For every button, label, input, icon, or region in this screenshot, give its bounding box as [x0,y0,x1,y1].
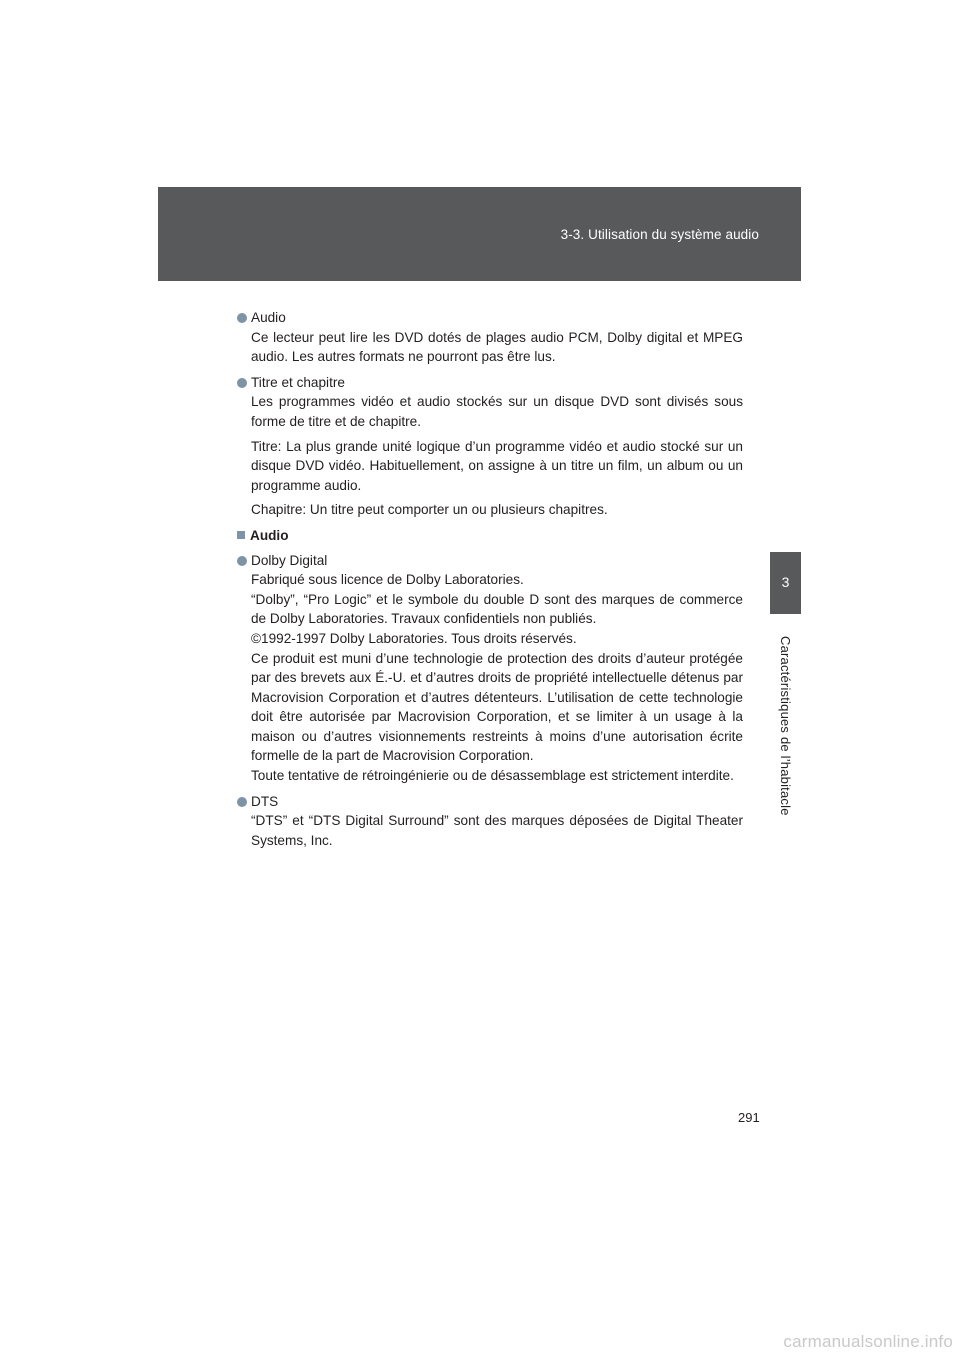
square-bullet-icon [237,531,245,539]
item-line: “Dolby”, “Pro Logic” et le symbole du double D sont des marques de commerce de Dolby Laboratories. Travaux confidentiels non publiés. [251,591,743,627]
chapter-label: Caractéristiques de l’habitacle [778,636,793,816]
item-title: DTS [251,793,279,809]
item-line: Fabriqué sous licence de Dolby Laboratories. [251,572,524,588]
item-line: Toute tentative de rétroingénierie ou de désassemblage est strictement interdite. [251,768,734,784]
item-paragraph: Chapitre: Un titre peut comporter un ou plusieurs chapitres. [251,502,608,518]
chapter-number: 3 [781,574,790,590]
bullet-icon [237,797,247,807]
item-text: Les programmes vidéo et audio stockés sur un disque DVD sont divisés sous forme de titre et de chapitre. [251,394,743,429]
bullet-icon [237,378,247,388]
item-paragraph: Titre: La plus grande unité logique d’un programme vidéo et audio stocké sur un disque DVD vidéo. Habituellement, on assigne à un titre un film, un album ou un programme audio. [251,438,743,493]
list-item-dolby [251,551,743,786]
item-title: Dolby Digital [251,552,328,568]
page-number: 291 [738,1110,760,1125]
item-line: ©1992-1997 Dolby Laboratories. Tous droits réservés. [251,630,577,646]
item-title: Audio [251,310,286,325]
section-heading [237,526,743,546]
list-item-dts [251,792,743,851]
item-line: Ce produit est muni d’une technologie de protection des droits d’auteur protégée par des brevets aux É.-U. et d’autres droits de propriété intellectuelle détenus par Macrovision Corporation et d’autres détenteurs. L’utilisation de cette technologie doit être autorisée par Macrovision Corporation, et se limiter à un usage à la maison ou d’autres visionnements restreints à moins d’une autorisation écrite formelle de la part de Macrovision Corporation. [251,650,743,764]
item-line: “DTS” et “DTS Digital Surround” sont des marques déposées de Digital Theater Systems, Inc. [251,813,743,848]
item-text: Ce lecteur peut lire les DVD dotés de plages audio PCM, Dolby digital et MPEG audio. Les autres formats ne pourront pas être lus. [251,329,743,365]
item-title: Titre et chapitre [251,374,345,390]
bullet-icon [237,556,247,566]
bullet-icon [237,313,247,323]
section-header-bar [158,187,801,281]
chapter-tab [770,552,801,614]
section-heading-text: Audio [250,527,289,543]
list-item-titre-chapitre [251,373,743,520]
watermark: carmanualsonline.info [783,1332,953,1351]
section-title: 3-3. Utilisation du système audio [560,227,759,242]
list-item-audio [251,308,743,367]
page-content [251,308,743,856]
